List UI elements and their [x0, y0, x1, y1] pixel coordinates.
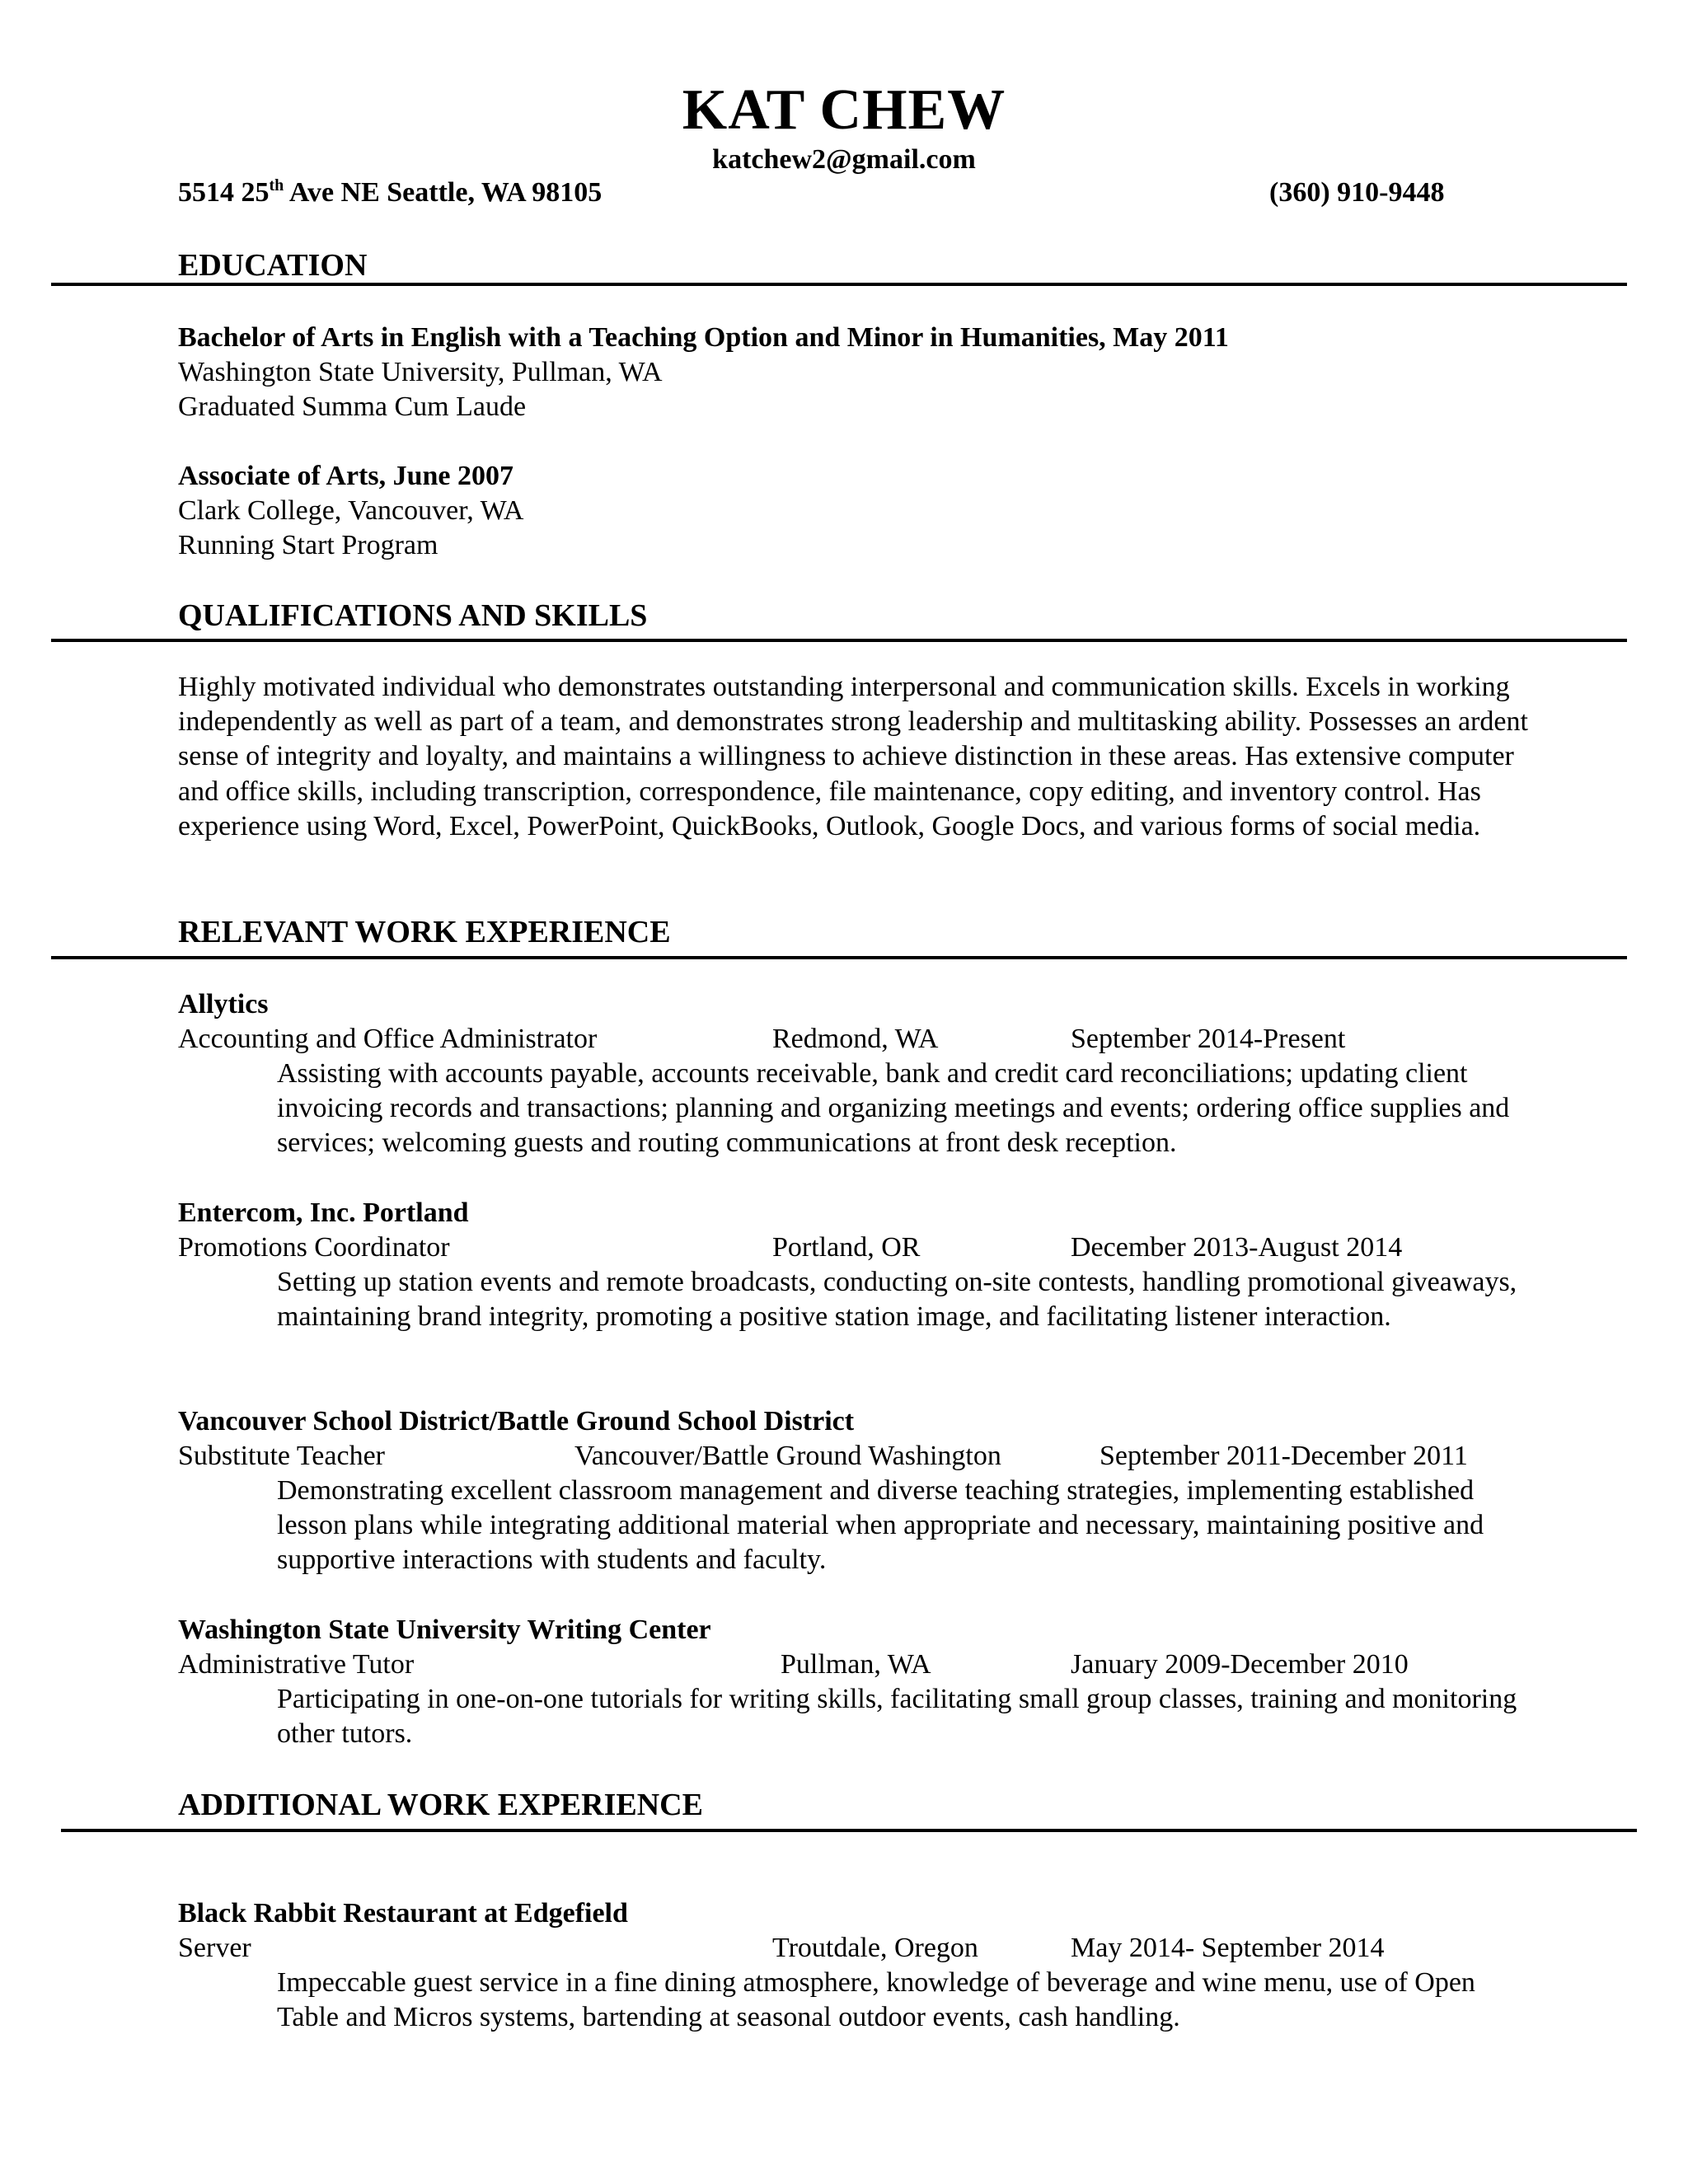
employer-name: Vancouver School District/Battle Ground School District [178, 1406, 855, 1436]
street-address [178, 176, 602, 209]
job-title: Server [178, 1933, 251, 1963]
candidate-name: KAT CHEW [682, 78, 1006, 142]
job-title: Accounting and Office Administrator [178, 1024, 598, 1054]
relevant-experience-heading: RELEVANT WORK EXPERIENCE [178, 915, 671, 949]
education-note: Graduated Summa Cum Laude [178, 391, 527, 422]
degree-title: Associate of Arts, June 2007 [178, 461, 514, 491]
relevant-experience-divider [51, 956, 1627, 959]
additional-experience-divider [61, 1829, 1637, 1832]
email-address: katchew2@gmail.com [712, 144, 976, 175]
job-title: Promotions Coordinator [178, 1232, 450, 1263]
job-dates: May 2014- September 2014 [1071, 1933, 1385, 1963]
job-location: Redmond, WA [772, 1024, 939, 1054]
degree-title: Bachelor of Arts in English with a Teaching Option and Minor in Humanities, May 2011 [178, 322, 1229, 353]
school-name: Washington State University, Pullman, WA [178, 357, 663, 387]
job-description: Demonstrating excellent classroom management and diverse teaching strategies, implementing established lesson plans while integrating additional material when appropriate and necessary, maintaining positive and supportive interactions with students and faculty. [277, 1475, 1484, 1576]
school-name: Clark College, Vancouver, WA [178, 495, 524, 526]
job-title: Administrative Tutor [178, 1649, 415, 1680]
job-location: Troutdale, Oregon [772, 1933, 978, 1963]
job-dates: September 2011-December 2011 [1100, 1441, 1468, 1471]
job-description: Assisting with accounts payable, accounts receivable, bank and credit card reconciliations; updating client invoicing records and transactions; planning and organizing meetings and events; ordering office supplies and services; welcoming guests and routing communications at front desk reception. [277, 1058, 1510, 1159]
employer-name: Allytics [178, 989, 269, 1019]
job-title: Substitute Teacher [178, 1441, 385, 1471]
qualifications-summary: Highly motivated individual who demonstrates outstanding interpersonal and communication skills. Excels in working independently as well as part of a team, and demonstrates strong leadership and multitasking ability. Possesses an ardent sense of integrity and loyalty, and maintains a willingness to achieve distinction in these areas. Has extensive computer and office skills, including transcription, correspondence, file maintenance, copy editing, and inventory control. Has experience using Word, Excel, PowerPoint, QuickBooks, Outlook, Google Docs, and various forms of social media. [178, 672, 1528, 841]
job-description: Setting up station events and remote broadcasts, conducting on-site contests, handling promotional giveaways, maintaining brand integrity, promoting a positive station image, and facilitating listener interaction. [277, 1267, 1517, 1333]
job-dates: September 2014-Present [1071, 1024, 1346, 1054]
job-location: Pullman, WA [781, 1649, 931, 1680]
job-description: Impeccable guest service in a fine dining atmosphere, knowledge of beverage and wine menu, use of Open Table and Micros systems, bartending at seasonal outdoor events, cash handling. [277, 1967, 1475, 2033]
qualifications-heading: QUALIFICATIONS AND SKILLS [178, 598, 648, 633]
employer-name: Entercom, Inc. Portland [178, 1197, 469, 1228]
job-description: Participating in one-on-one tutorials for writing skills, facilitating small group classes, training and monitoring other tutors. [277, 1684, 1517, 1750]
job-location: Vancouver/Battle Ground Washington [574, 1441, 1001, 1471]
additional-experience-heading: ADDITIONAL WORK EXPERIENCE [178, 1788, 703, 1822]
job-dates: December 2013-August 2014 [1071, 1232, 1403, 1263]
education-divider [51, 283, 1627, 286]
address-ordinal: th [269, 176, 284, 194]
employer-name: Washington State University Writing Center [178, 1615, 711, 1645]
employer-name: Black Rabbit Restaurant at Edgefield [178, 1898, 628, 1929]
education-heading: EDUCATION [178, 248, 368, 283]
address-rest: Ave NE Seattle, WA 98105 [284, 177, 603, 208]
education-note: Running Start Program [178, 530, 438, 560]
job-location: Portland, OR [772, 1232, 921, 1263]
qualifications-divider [51, 639, 1627, 642]
phone-number: (360) 910-9448 [1269, 177, 1445, 208]
address-number: 5514 25 [178, 177, 270, 208]
job-dates: January 2009-December 2010 [1071, 1649, 1409, 1680]
